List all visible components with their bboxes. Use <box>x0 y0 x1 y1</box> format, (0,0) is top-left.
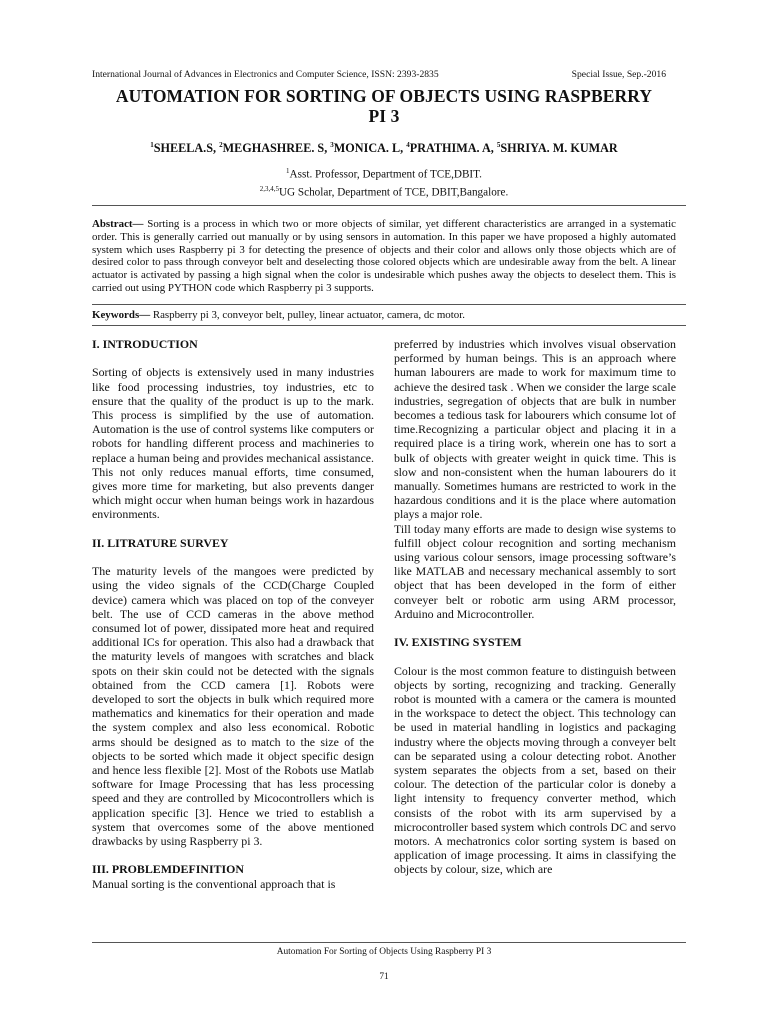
footer-rule <box>92 942 686 943</box>
affiliation-2-sup: 2,3,4,5 <box>259 184 279 193</box>
section-heading-literature: II. LITRATURE SURVEY <box>92 535 229 550</box>
paper-title <box>92 86 676 126</box>
keywords <box>92 309 676 322</box>
author-3-sup: 3 <box>330 141 334 149</box>
abstract <box>92 218 676 295</box>
author-2: MEGHASHREE. S, <box>222 141 331 156</box>
problem-paragraph-continued: preferred by industries which involves visual observation performed by human beings. This is an approach where human labourers are made to work for maximum time to achieve the desired task . When we consider the large scale industries, segregation of objects that are bulk in number becomes a tedious task for labourers which consume lot of time.Recognizing a particular object and placing it in a required place is a tiring work, wherein one has to sort a bulk of objects with greater weight in quick time. This is slow and non-consistent when the human labourers do it manually. Sometimes humans are restricted to work in the hazardous conditions and it is the place where automation plays a major role. <box>394 337 676 522</box>
author-1: SHEELA.S, <box>153 141 220 156</box>
keywords-label: Keywords— <box>92 309 151 321</box>
existing-system-paragraph: Colour is the most common feature to distinguish between objects by sorting, recognizing and tracking. Generally robot is mounted with a camera or the camera is mounted in the workspace to detect the object. This technology can be used in material handling in logistics and packaging industry where the objects moving through a conveyer belt can be separated using a colour detecting robot. Another system separates the objects from a set, based on their colour. The detection of the particular color is doneby a light intensity to frequency converter method, which consists of the robot with its arm supervised by a microcontroller based system which controls DC and servo motors. A mechatronics color sorting system is based on application of image processing. It aims in classifying the objects by colour, size, which are <box>394 663 676 877</box>
affiliation-1-sup: 1 <box>286 167 290 175</box>
problem-paragraph-start: Manual sorting is the conventional approach that is <box>92 876 336 891</box>
author-4: PRATHIMA. A, <box>409 141 497 156</box>
section-heading-problem: III. PROBLEMDEFINITION <box>92 862 244 877</box>
affiliations <box>92 164 676 199</box>
literature-paragraph: The maturity levels of the mangoes were predicted by using the video signals of the CCD(Charge Coupled device) camera which was placed on top of the conveyer belt. The use of CCD cameras in the above method consumed lot of power, dissipated more heat and required additional ICs for operation. This also had a drawback that the maturity levels of mangoes with scratches and black spots on their skin could not be detected with the signals obtained from the CCD camera [1]. Robots were developed to sort the objects in bulk which required more mathematics and kinematics for their operation and made the system complex and also less economical. Robotic arms should be designed as to match to the size of the objects to be sorted which made it object specific design and hence less flexible [2]. Most of the Robots use Matlab software for Image Processing that has less processing speed and they are controlled by Micocontrollers which is application specific [3]. Hence we tried to establish a system that overcomes some of the above mentioned drawbacks by using Raspberry pi 3. <box>92 564 374 849</box>
author-3: MONICA. L, <box>333 141 407 156</box>
affiliation-2 <box>92 182 676 200</box>
author-list <box>92 137 676 156</box>
author-1-sup: 1 <box>150 141 154 149</box>
keywords-bottom-rule <box>92 325 686 326</box>
section-heading-introduction: I. INTRODUCTION <box>92 337 198 351</box>
author-5-sup: 5 <box>496 141 501 149</box>
author-4-sup: 4 <box>406 141 410 149</box>
abstract-label: Abstract— <box>92 218 144 230</box>
journal-header: International Journal of Advances in Electronics and Computer Science, ISSN: 2393-2835 <box>92 69 439 80</box>
affiliation-2-text: UG Scholar, Department of TCE, DBIT,Bangalore. <box>278 186 509 199</box>
right-column <box>394 337 676 877</box>
introduction-paragraph: Sorting of objects is extensively used in many industries like food processing industries, toy industries, etc to ensure that the quality of the product is up to the mark. This process is simplified by the use of automation. Automation is the use of control systems like computers or robots for handling different process and machineries to replace a human being and provides mechanical assistance. This not only reduces manual efforts, time consumed, gives more time for marketing, but also prevents danger which might occur when human beings work in hazardous environments. <box>92 365 374 522</box>
title-line-2: PI 3 <box>368 106 400 126</box>
problem-paragraph-2: Till today many efforts are made to design wise systems to fulfill object colour recognition and sorting mechanism using various colour sensors, image processing software’s like MATLAB and necessary mechanical assembly to sort object that has been developed in the form of either conveyer belt or robotic arm using ARM processor, Arduino and Microcontroller. <box>394 521 676 621</box>
keywords-text: Raspberry pi 3, conveyor belt, pulley, linear actuator, camera, dc motor. <box>150 309 465 321</box>
left-column <box>92 337 374 891</box>
running-title: Automation For Sorting of Objects Using Raspberry PI 3 <box>276 947 492 957</box>
page-number: 71 <box>379 972 389 982</box>
abstract-text: Sorting is a process in which two or more objects of similar, yet different characteristics are arranged in a systematic order. This is generally carried out manually or by using sensors in automation. In this paper we have proposed a highly automated system which uses Raspberry pi 3 for detecting the presence of objects and their color and allows only those objects which are of desired color to pass through conveyor belt and deselecting those colored objects which are undesirable away from the belt. A linear actuator is activated by passing a high signal when the color is undesirable which pushes away the objects to deselect them. This is carried out using PYTHON code which Raspberry pi 3 supports. <box>92 218 676 294</box>
affiliation-1 <box>92 164 676 182</box>
abstract-top-rule <box>92 205 686 206</box>
issue-header: Special Issue, Sep.-2016 <box>571 69 666 80</box>
affiliation-1-text: Asst. Professor, Department of TCE,DBIT. <box>289 168 482 181</box>
section-heading-existing: IV. EXISTING SYSTEM <box>394 635 522 650</box>
author-5: SHRIYA. M. KUMAR <box>500 141 618 156</box>
author-2-sup: 2 <box>219 141 223 149</box>
title-line-1: AUTOMATION FOR SORTING OF OBJECTS USING RASPBERRY <box>115 86 653 106</box>
keywords-top-rule <box>92 304 686 305</box>
